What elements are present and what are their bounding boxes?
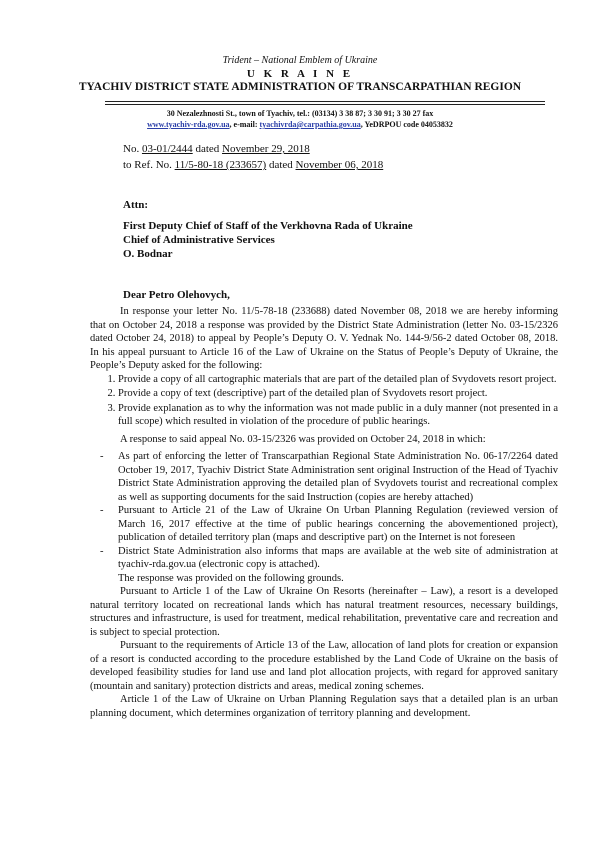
resorts-paragraph: Pursuant to Article 1 of the Law of Ukraine On Resorts (hereinafter – Law), a resort is a developed natural territory located on recreational lands which has natural treatment resources, necessary buildings, structures and infrastructure, is used for treatment, medical rehabilitation, preventative care and recreation and is subject to special protection. bbox=[90, 586, 558, 638]
intro-paragraph: In response your letter No. 11/5-78-18 (233688) dated November 08, 2018 we are hereby informing that on October 24, 2018 a response was provided by the District State Administration (letter No. 03-15/2326 dated October 24, 2018) to appeal by People’s Deputy O. V. Yednak No. 144-9/56-2 dated October 08, 2018. In his appeal pursuant to Article 16 of the Law of Ukraine on the Status of People’s Deputy of Ukraine, the People’s Deputy asked for the following: bbox=[90, 306, 558, 371]
emblem-caption: Trident – National Emblem of Ukraine bbox=[222, 55, 378, 66]
dash-marker: - bbox=[100, 505, 104, 516]
no-label: No. bbox=[123, 143, 142, 155]
contacts-line bbox=[0, 120, 600, 129]
ref-label: to Ref. No. bbox=[123, 159, 175, 171]
outgoing-number bbox=[123, 141, 383, 157]
email-label: , e-mail: bbox=[229, 120, 260, 129]
ref-date: November 06, 2018 bbox=[295, 159, 384, 171]
ref-dated-label: dated bbox=[266, 159, 296, 171]
registry-code: , YeDRPOU code 04053832 bbox=[360, 120, 453, 129]
request-item: 3. Provide explanation as to why the information was not made public in a duly manner (not presented in a full scope) which resulted in violation of the procedure of public hearings. bbox=[118, 402, 558, 429]
dash-marker: - bbox=[100, 451, 104, 462]
requests-list bbox=[90, 373, 558, 429]
response-text: As part of enforcing the letter of Transcarpathian Regional State Administration No. 06-17/2264 dated October 19, 2017, Tyachiv District State Administration sent original Instruction of the Head of Tyachiv District State Administration approving the detailed plan of Svydovets tourist and recreational complex as well as supporting documents for the said Instruction (copies are hereby attached) bbox=[118, 451, 558, 503]
response-item bbox=[90, 504, 558, 545]
response-text: Pursuant to Article 21 of the Law of Ukraine On Urban Planning Regulation (reviewed version of March 16, 2017 effective at the time of public hearings concerning the abovementioned project), publication of detailed territory plan (maps and descriptive part) on the Internet is not foreseen bbox=[118, 505, 558, 543]
organization-name: TYACHIV DISTRICT STATE ADMINISTRATION OF TRANSCARPATHIAN REGION bbox=[78, 81, 522, 93]
ref-number: 11/5-80-18 (233657) bbox=[174, 159, 267, 171]
recipient-line-2: Chief of Administrative Services bbox=[123, 234, 275, 246]
letter-date: November 29, 2018 bbox=[222, 143, 310, 155]
urban-planning-paragraph: Article 1 of the Law of Ukraine on Urban Planning Regulation says that a detailed plan is an urban planning document, which determines organization of territory planning and development. bbox=[90, 694, 558, 719]
header-rule-top bbox=[105, 101, 545, 102]
letter-number: 03-01/2444 bbox=[141, 143, 193, 155]
response-text: District State Administration also informs that maps are available at the web site of administration at tyachiv-rda.gov.ua (electronic copy is attached). bbox=[118, 545, 558, 570]
recipient-block bbox=[123, 219, 413, 261]
recipient-line-1: First Deputy Chief of Staff of the Verkhovna Rada of Ukraine bbox=[123, 220, 413, 232]
recipient-line-3: O. Bodnar bbox=[123, 248, 173, 260]
request-item: 2. Provide a copy of text (descriptive) part of the detailed plan of Svydovets resort project. bbox=[118, 387, 558, 401]
salutation: Dear Petro Olehovych, bbox=[123, 289, 230, 301]
request-item: 1. Provide a copy of all cartographic materials that are part of the detailed plan of Svydovets resort project. bbox=[118, 373, 558, 387]
response-item bbox=[90, 450, 558, 504]
response-intro: A response to said appeal No. 03-15/2326 was provided on October 24, 2018 in which: bbox=[120, 433, 486, 445]
email-link[interactable]: tyachivrda@carpathia.gov.ua bbox=[259, 120, 361, 129]
incoming-reference bbox=[123, 157, 383, 173]
letter-body bbox=[90, 305, 558, 720]
website-link[interactable]: www.tyachiv-rda.gov.ua bbox=[147, 120, 230, 129]
reference-block bbox=[123, 141, 383, 173]
response-item bbox=[90, 545, 558, 572]
attn-label: Attn: bbox=[123, 199, 149, 211]
grounds-line: The response was provided on the following grounds. bbox=[118, 572, 344, 584]
dash-marker: - bbox=[100, 545, 104, 557]
country-name: U K R A I N E bbox=[246, 68, 354, 80]
response-list bbox=[90, 450, 558, 572]
address-line: 30 Nezalezhnosti St., town of Tyachiv, tel.: (03134) 3 38 87; 3 30 91; 3 30 27 fax bbox=[166, 109, 434, 118]
dated-label: dated bbox=[192, 143, 223, 155]
header-rule-bottom bbox=[105, 104, 545, 105]
article13-paragraph: Pursuant to the requirements of Article 13 of the Law, allocation of land plots for creation or expansion of a resort is conducted according to the procedure established by the Land Code of Ukraine on the basis of developed feasibility studies for land use and land plot allocation projects, with regard for approved sanitary (mountain and sanitary) protection districts and areas, medical zoning schemes. bbox=[90, 640, 558, 692]
